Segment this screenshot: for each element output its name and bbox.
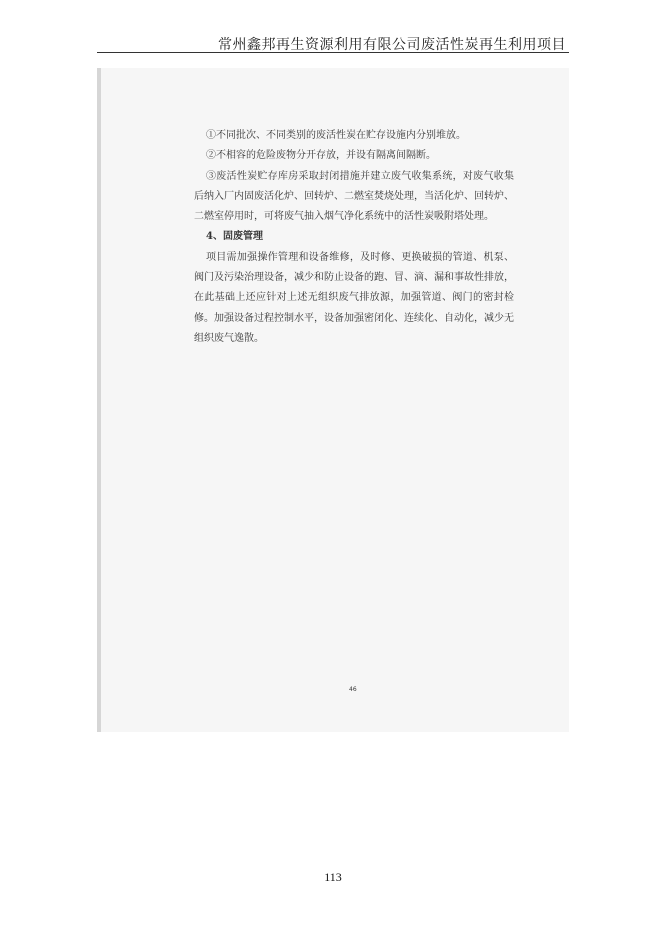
scanned-page xyxy=(97,68,569,732)
paragraph-storage-batches: ①不同批次、不同类别的废活性炭在贮存设施内分别堆放。 xyxy=(206,130,466,141)
section-heading-solid-waste: 4、固废管理 xyxy=(206,231,263,243)
paragraph-incompatible-waste: ②不相容的危险废物分开存放，并设有隔离间隔断。 xyxy=(206,150,436,162)
scanned-page-number: 46 xyxy=(349,686,357,693)
document-header-title: 常州鑫邦再生资源利用有限公司废活性炭再生利用项目 xyxy=(218,37,566,53)
paragraph-warehouse-gas: ③废活性炭贮存库房采取封闭措施并建立废气收集系统，对废气收集后纳入厂内固废活化炉、回转炉、二燃室焚烧处理，当活化炉、回转炉、二燃室停用时，可将废气抽入烟气净化系统中的活性炭吸附塔处理。 xyxy=(194,170,514,223)
paragraph-equipment-maintenance: 项目需加强操作管理和设备维修，及时修、更换破损的管道、机泵、阀门及污染治理设备，减少和防止设备的跑、冒、滴、漏和事故性排放，在此基础上还应针对上述无组织废气排放源，加强管道、阀门的密封检修。加强设备过程控制水平，设备加强密闭化、连续化、自动化，减少无组织废气逸散。 xyxy=(194,251,514,344)
page-number: 113 xyxy=(324,870,342,884)
header-rule xyxy=(97,52,569,53)
scanned-page-body xyxy=(194,126,514,349)
